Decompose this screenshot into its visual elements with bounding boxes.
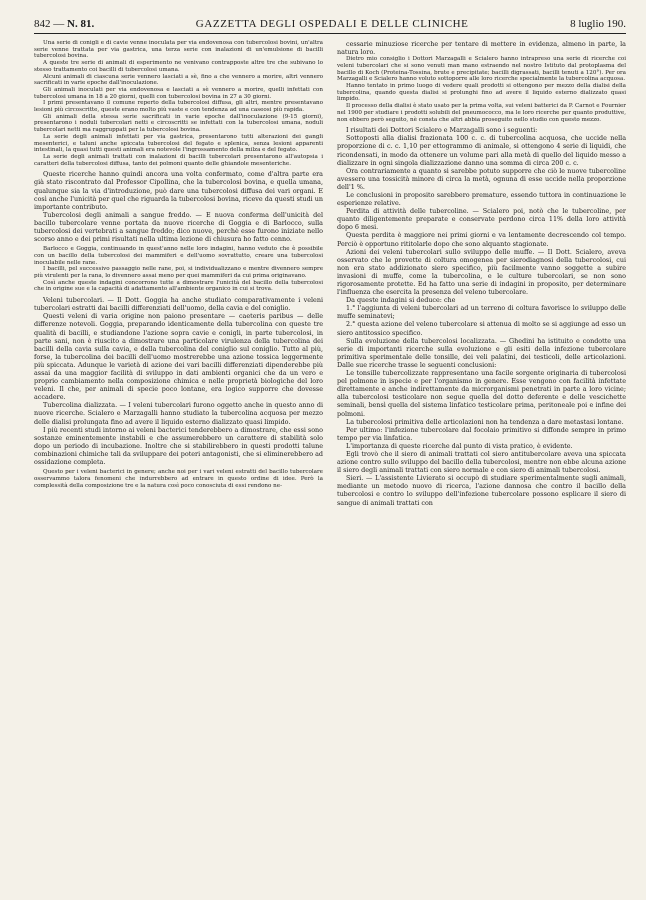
page-header: [34, 18, 626, 34]
paragraph: Gli animali inoculati per via endovenosa e lasciati a sè vennero a morire, quelli infettati con tubercolosi umana in 18 a 20 giorni, quelli con tubercolosi bovina in 27 a 30 giorni.: [34, 86, 323, 100]
left-column: [34, 40, 323, 507]
paragraph: Per ultimo: l'infezione tubercolare dal focolaio primitivo si diffonde sempre in primo tempo per via linfatica.: [337, 425, 626, 442]
paragraph: Il processo della dialisi è stato usato per la prima volta, sui veleni batterici da P. Carnot e Fournier nel 1900 per studiare i prodotti solubili del pneumococco, ma le loro ricerche per quanto produttive, non ebbero però seguito, nè consta che altri abbia proseguito nello studio con questo mezzo.: [337, 103, 626, 123]
text-columns: [34, 40, 626, 507]
paragraph: Dietro mio consiglio i Dottori Marzagalli e Scialero hanno intrapreso una serie di ricerche coi veleni tubercolari che si sono venuti man mano estraendo nel nostro Istituto dal protoplasma del bacillo di Koch (Proteina-Tossina, brute e precipitate; bacilli digrassati, bacilli tenuti a 120°). Per ora Marzagalli e Scialero hanno voluto sottoporre alle loro ricerche specialmente la tubercolina acquosa.: [337, 56, 626, 83]
paragraph: L'importanza di queste ricerche dal punto di vista pratico, è evidente.: [346, 441, 573, 450]
paragraph: La tubercolosi primitiva delle articolazioni non ha tendenza a dare metastasi lontane.: [346, 417, 624, 426]
paragraph: Una serie di conigli e di cavie venne inoculata per via endovenosa con tubercolosi bovini, un'altra serie venne trattata per via gastrica, una terza serie con inalazioni di un'emulsione di bacilli tubercolosi bovina.: [34, 40, 323, 60]
paragraph: Sulla evoluzione della tubercolosi localizzata. — Ghedini ha istituito e condotte una serie di importanti ricerche sulla evoluzione e gli esiti della infezione tubercolare primitiva sperimentale delle tonsille, dei veli palatini, dei testicoli, delle articolazioni. Dalle sue ricerche trasse le seguenti conclusioni:: [337, 336, 626, 369]
paragraph: Questa perdita è maggiore nei primi giorni e va lentamente decrescendo col tempo. Perciò è opportuno rititolarle dopo che sono alquanto stagionate.: [337, 231, 626, 248]
paragraph: Queste ricerche hanno quindi ancora una volta confermato, come d'altra parte era già stato riscontrato dal Professor Cipollina, che la tubercolosi bovina, e quella umana, qualunque sia la via d'introduzione, può dare una tubercolosi diffusa dei vari organi. E così anche l'unicità per quel che riguarda la tubercolosi bovina, riceve da questi studi un importante contributo.: [34, 170, 323, 211]
paragraph: Questi veleni di varia origine non paiono presentare — caeteris paribus — delle differenze notevoli. Goggia, preparando identicamente della tubercolina con queste tre qualità di bacilli, e studiandone l'azione sopra cavie e conigli, in parte tubercolosi, in parte sani, non è riuscito a dimostrare una particolare virulenza della tubercolina dei bacilli della cavia sulla cavia, e della tubercolina del coniglio sul coniglio. Tutto al più, forse, la tubercolina dei bacilli dell'uomo mostrerebbe una azione tossica leggermente più spiccata. Adunque le varietà di azione dei vari bacilli differenziati dipenderebbe più assai da una maggior facilità di sviluppo in dati ambienti organici che da un vero e proprio cambiamento nella composizione chimica e nelle proprietà biologiche del loro veleni. Il che, per animali di specie poco lontane, era logico supporre che dovesse accadere.: [34, 312, 323, 402]
paragraph: Gli animali della stessa serie sacrificati in varie epoche dall'inoculazione (9-15 giorni), presentarono i noduli tubercolari netti e circoscritti se infettati con la tubercolosi umana, noduli tubercolari netti ma raggruppati per la tubercolosi bovina.: [34, 113, 323, 134]
paragraph: Sottoposti alla dialisi frazionata 100 c. c. di tubercolina acquosa, che uccide nella proporzione di c. c. 1,10 per ettogrammo di animale, si ottengono 4 serie di liquidi, che ricondensati, in modo da ottenere un volume pari alla metà di quello del liquido messo a dializzare in ogni singola dializzazione danno una somma di circa 200 c. c.: [337, 134, 626, 167]
paragraph: Tubercolosi degli animali a sangue freddo. — E nuova conferma dell'unicità del bacillo tubercolare venne portata da nuove ricerche di Goggia e di Barlocco, sulla tubercolosi dei vertebrati a sangue freddo; dico nuove, perchè esse furono iniziate nello scorso anno e dei primi risultati nella ultima lezione di chiusura ho fatto cenno.: [34, 210, 323, 244]
issue-date: 8 luglio 190.: [570, 18, 626, 30]
paragraph: I risultati dei Dottori Scialero e Marzagalli sono i seguenti:: [346, 126, 538, 135]
paragraph: 2.° questa azione del veleno tubercolare si attenua di molto se si aggiunge ad esso un siero antitossico specifico.: [337, 320, 626, 337]
paragraph: Da queste indagini si deduce: che: [346, 296, 456, 305]
paragraph: Azioni dei veleni tubercolari sullo sviluppo delle muffe. — Il Dott. Scialero, aveva osservato che le provette di coltura omogenea per sierodiagnosi della tubercolosi, cui non era stato addizionato siero specifico, più facilmente vanno soggette a subire invasioni di muffe, come la tubercolina, e le culture tubercolari, se non sono rigorosamente protette. Ed ha fatto una serie di indagini in proposito, per determinare l'influenza che esercita la presenza del veleno tubercolare.: [337, 247, 626, 297]
page-number: 842: [34, 18, 51, 30]
paragraph: I più recenti studi intorno ai veleni bacterici tenderebbero a dimostrare, che essi sono sostanze eminentemente instabili e che assumerebbero un carattere di stabilità solo dopo un periodo di incubazione. Inoltre che si stabilirebbero in questi prodotti talune combinazioni chimiche tali da sviluppare dei poteri antagonisti, che si eliminerebbero ad ossidazione completa.: [34, 425, 324, 466]
paragraph: Perdita di attività delle tubercoline. — Scialero poi, notò che le tubercoline, per quanto diligentemente preparate e conservate perdono circa 11% della loro attività dopo 6 mesi.: [337, 207, 626, 232]
paragraph: La serie degli animali trattati con inalazioni di bacilli tubercolari presentarono all'autopsia i caratteri della tubercolosi diffusa, tanto dei polmoni quanto delle ghiandole mesenteriche.: [34, 153, 323, 167]
paragraph: Così anche queste indagini concorrono tutte a dimostrare l'unicità del bacillo della tubercolosi che in origine sue e la capacità di adattamento all'ambiente organico in cui si trova.: [34, 279, 323, 293]
paragraph: Veleni tubercolari. — Il Dott. Goggia ha anche studiato comparativamente i veleni tubercolari estratti dai bacilli differenziati dell'uomo, della cavia e del coniglio.: [34, 296, 323, 313]
paragraph: Alcuni animali di ciascuna serie vennero lasciati a sè, fino a che vennero a morire, altri vennero sacrificati in varie epoche dall'inoculazione.: [34, 73, 323, 87]
paragraph: cessarie minuziose ricerche per tentare di mettere in evidenza, almeno in parte, la natura loro.: [337, 40, 626, 57]
paragraph: Tubercolina dializzata. — I veleni tubercolari furono oggetto anche in questo anno di nuove ricerche. Scialero e Marzagalli hanno studiato la tubercolina acquosa per mezzo delle dialisi prolungata fino ad avere il liquido esterno dializzato quasi limpido.: [34, 401, 323, 426]
paragraph: Le tonsille tubercolizzate rappresentano una facile sorgente originaria di tubercolosi pel polmone in ispecie e per l'organismo in genere. Esse vengono con facilità infettate direttamente e anche indirettamente da microrganismi penetrati in parte a loro vicine; alla tubercolosi testicolare non segue quella del dotto deferente e delle vescichette seminali, bensì quella del sistema linfatico testicolare prima, peritoneale poi e infine dei polmoni.: [337, 369, 626, 418]
paragraph: 1.° l'aggiunta di veleni tubercolari ad un terreno di coltura favorisce lo sviluppo delle muffe seminatevi;: [337, 304, 626, 321]
right-column: [337, 40, 626, 507]
journal-title: GAZZETTA DEGLI OSPEDALI E DELLE CLINICHE: [195, 18, 469, 30]
paragraph: Sieri. — L'assistente Livierato si occupò di studiare sperimentalmente sugli animali, mediante un metodo nuovo di ricerca, l'azione dannosa che contro il bacillo della tubercolosi e contro lo sviluppo dell'infezione tubercolare possono esplicare il siero di sangue di animali trattati con: [337, 474, 626, 507]
paragraph: Hanno tentato in primo luogo di vedere quali prodotti si ottengono per mezzo della dialisi della tubercolina, quando questa dialisi si prolunghi fino ad avere il liquido esterno dializzato quasi limpido.: [337, 83, 626, 103]
paragraph: Questo per i veleni bacterici in genere; anche noi per i vari veleni estratti del bacillo tubercolare osservammo talora fenomeni che indurrebbero ad entrare in questo ordine di idee. Però la complessità della composizione tre e la natura così poco conosciuta di essi rendono ne-: [34, 469, 323, 489]
paragraph: Egli trovò che il siero di animali trattati col siero antitubercolare aveva una spiccata azione contro sullo sviluppo del bacillo della tubercolosi, mentre non ebbe alcuna azione il siero degli animali trattati con siero normale e con siero di animali tubercolosi.: [337, 449, 626, 475]
page-number-issue: 842 — N. 81.: [34, 18, 95, 30]
paragraph: Le conclusioni in proposito sarebbero premature, essendo tuttora in continuazione le esperienze relative.: [337, 190, 626, 208]
paragraph: I primi presentavano il comune reperto della tubercolosi diffusa, gli altri, mentre presentavano lesioni più circoscritte, queste erano molto più vaste e con tendenza ad una caseosi più rapida.: [34, 100, 323, 114]
paragraph: A queste tre serie di animali di esperimento ne venivano contrapposte altre tre che subivano lo stesso trattamento coi bacilli di tubercolosi umana.: [34, 60, 323, 73]
paragraph: Ora contrariamente a quanto si sarebbe potuto supporre che ciò le nuove tubercoline avessero una tossicità minore di circa la metà, ognuna di esse uccide nella proporzione dell'1 %.: [337, 166, 626, 191]
paragraph: I bacilli, pel successivo passaggio nelle rane, poi, si individualizzano e mentre divennero sempre più virulenti per la rana, lo divennero assai meno per quei mammiferi da cui prima originavano.: [34, 266, 323, 280]
paragraph: La serie degli animali infettati per via gastrica, presentarono tutti alterazioni dei gangli mesenterici, e taluni anche spiccata tubercolosi del fegato e splenica, senza lesioni apparenti intestinali, la quasi tutti questi animali era notevole l'ingrossamento della milza e del fegato.: [34, 133, 323, 154]
paragraph: Barlocco e Goggia, continuando in quest'anno nelle loro indagini, hanno veduto che è possibile con un bacillo della tubercolosi dei mammiferi e dell'uomo sovrattutto, creare una tubercolosi inoculabile nelle rane.: [34, 246, 323, 266]
issue-number: N. 81.: [67, 18, 95, 30]
